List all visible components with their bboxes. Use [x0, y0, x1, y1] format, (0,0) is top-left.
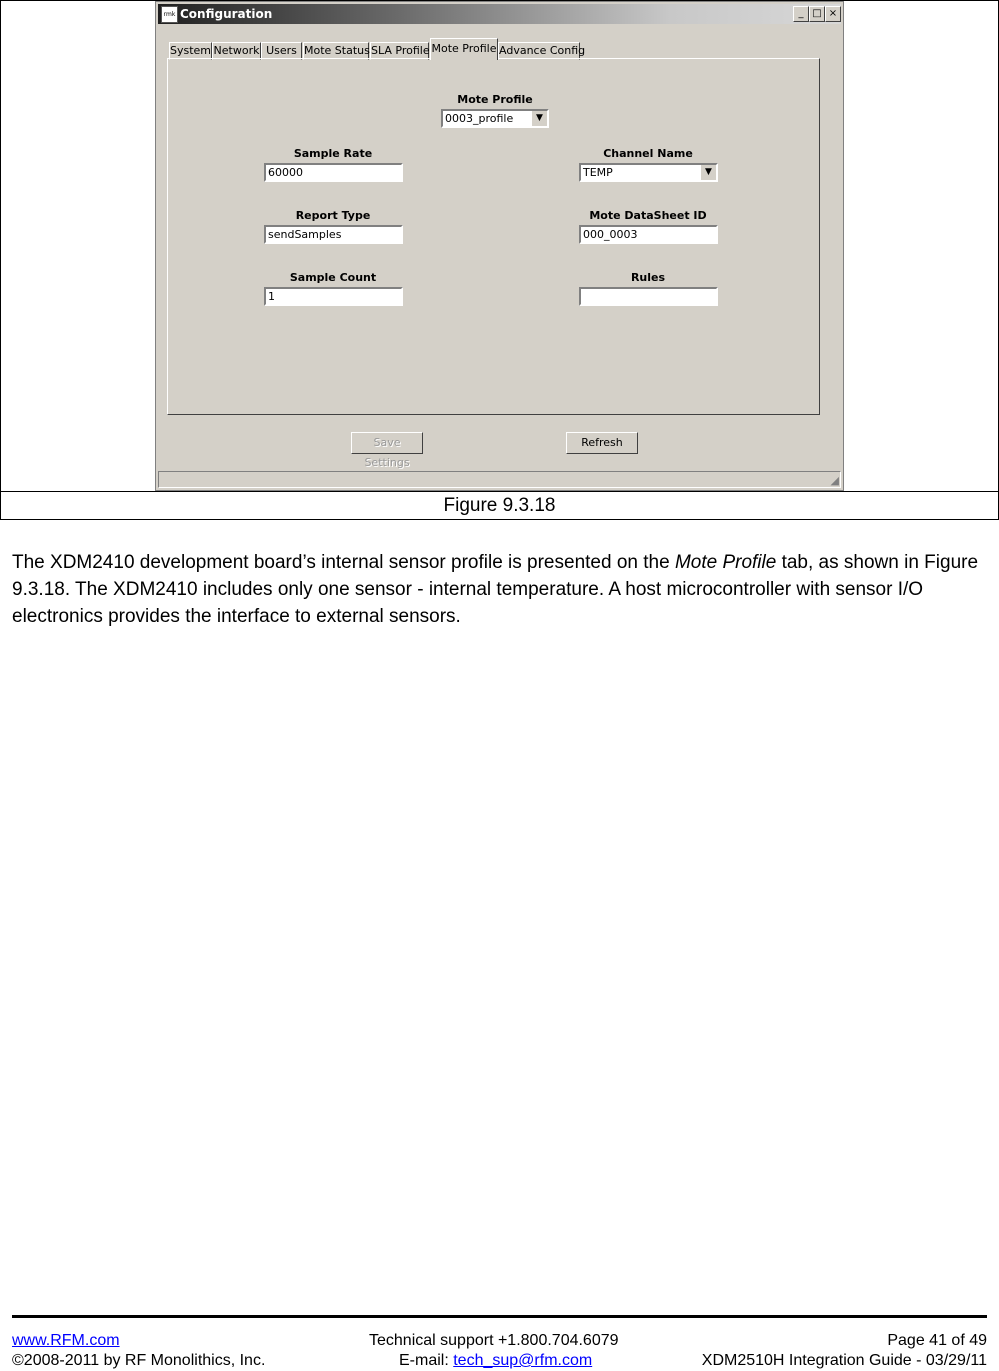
- footer-divider: [12, 1315, 987, 1318]
- window-title: Configuration: [180, 7, 273, 21]
- website-link[interactable]: www.RFM.com: [12, 1332, 120, 1349]
- paragraph-part-1: The XDM2410 development board’s internal sensor profile is presented on the: [12, 552, 675, 573]
- channel-name-dropdown[interactable]: [579, 163, 718, 182]
- refresh-button[interactable]: Refresh: [566, 432, 638, 454]
- minimize-button[interactable]: _: [793, 6, 809, 22]
- report-type-input[interactable]: sendSamples: [264, 225, 403, 244]
- resize-grip-icon[interactable]: ◢: [830, 474, 839, 487]
- mote-profile-label: Mote Profile: [457, 93, 533, 106]
- sample-count-input[interactable]: 1: [264, 287, 403, 306]
- tab-mote-status[interactable]: Mote Status: [303, 42, 369, 60]
- footer-website-link[interactable]: [12, 1331, 120, 1351]
- figure-caption: Figure 9.3.18: [0, 491, 999, 520]
- chevron-down-icon[interactable]: ▼: [700, 165, 716, 180]
- mote-profile-dropdown[interactable]: [441, 109, 549, 128]
- email-link[interactable]: tech_sup@rfm.com: [453, 1352, 593, 1369]
- body-paragraph: [12, 549, 992, 630]
- configuration-window: [155, 1, 844, 491]
- tab-system[interactable]: System: [169, 42, 212, 60]
- report-type-label: Report Type: [295, 209, 371, 222]
- paragraph-part-2: tab, as shown in Figure 9.3.18. The XDM2410 includes only one sensor - internal temperature. A host microcontroller with sensor I/O electronics provides the interface to external sensors.: [12, 552, 979, 627]
- chevron-down-icon[interactable]: ▼: [531, 111, 547, 126]
- save-settings-button[interactable]: Save Settings: [351, 432, 423, 454]
- maximize-button[interactable]: □: [809, 6, 825, 22]
- tab-users[interactable]: Users: [261, 42, 302, 60]
- tab-sla-profile[interactable]: SLA Profile: [370, 42, 429, 60]
- mote-datasheet-input[interactable]: 000_0003: [579, 225, 718, 244]
- footer-page-number: Page 41 of 49: [887, 1332, 987, 1349]
- rules-label: Rules: [630, 271, 666, 284]
- status-bar: [158, 471, 841, 488]
- footer-guide-title: XDM2510H Integration Guide - 03/29/11: [701, 1352, 987, 1369]
- sample-rate-input[interactable]: 60000: [264, 163, 403, 182]
- title-bar: [158, 4, 841, 24]
- rules-input[interactable]: [579, 287, 718, 306]
- sample-count-label: Sample Count: [289, 271, 377, 284]
- mote-datasheet-label: Mote DataSheet ID: [589, 209, 707, 222]
- paragraph-emphasis: Mote Profile: [674, 552, 777, 573]
- channel-name-value: TEMP: [583, 166, 613, 179]
- footer-email: [399, 1351, 592, 1371]
- channel-name-label: Channel Name: [603, 147, 693, 160]
- tab-network[interactable]: Network: [212, 42, 261, 60]
- tab-mote-profile[interactable]: Mote Profile: [430, 38, 498, 60]
- close-button[interactable]: ×: [825, 6, 841, 22]
- email-prefix: E-mail:: [399, 1352, 454, 1369]
- mote-profile-value: 0003_profile: [445, 112, 514, 125]
- sample-rate-label: Sample Rate: [293, 147, 373, 160]
- tab-advance-config[interactable]: Advance Config: [498, 42, 580, 60]
- app-icon: rmk: [161, 6, 178, 23]
- footer-support: Technical support +1.800.704.6079: [369, 1332, 619, 1349]
- footer-copyright: ©2008-2011 by RF Monolithics, Inc.: [12, 1352, 266, 1369]
- mote-profile-panel: [167, 58, 820, 415]
